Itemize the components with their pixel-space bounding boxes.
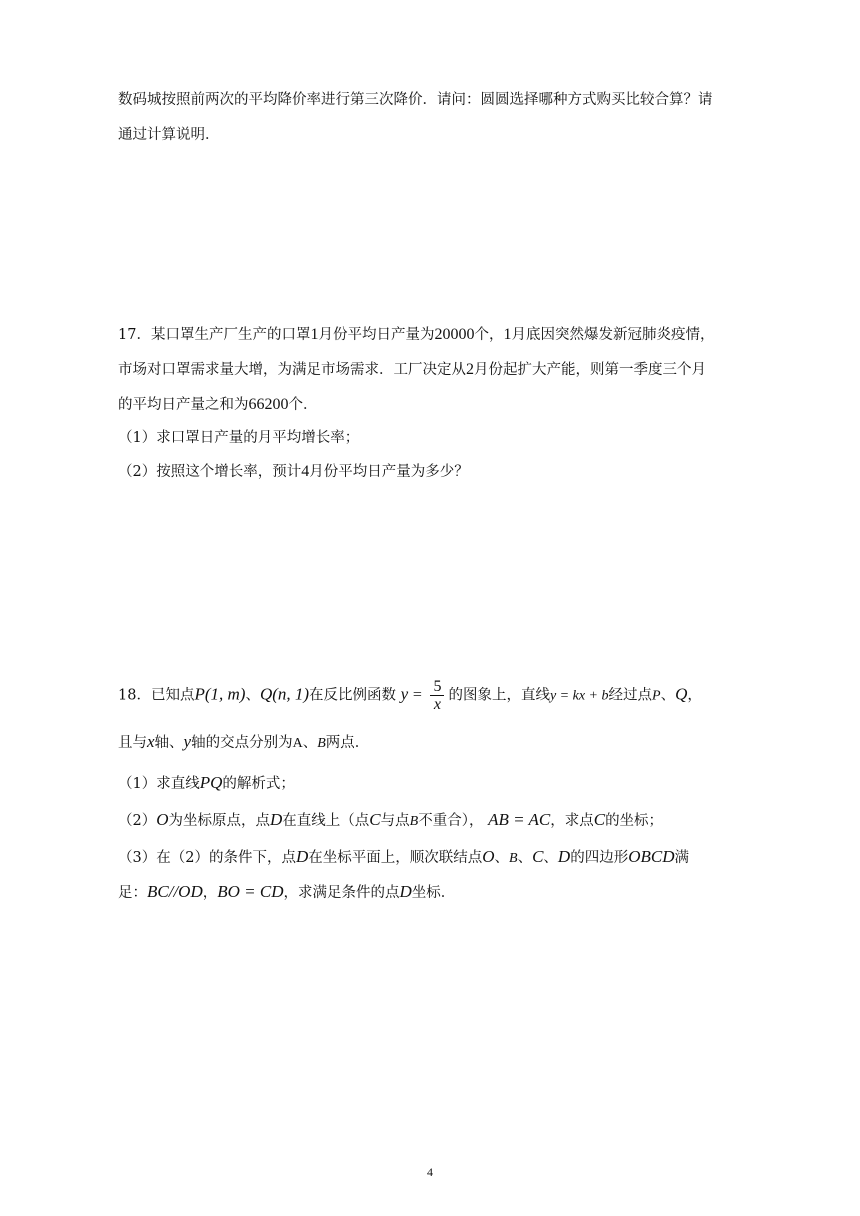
q18-part-2: [118, 810, 663, 832]
math: B: [409, 814, 419, 829]
text: ，求满足条件的点: [283, 885, 400, 901]
text: （2）: [118, 813, 157, 829]
math: AB = AC: [488, 810, 551, 829]
text: 坐标．: [411, 885, 456, 901]
math: y: [183, 732, 192, 751]
math: C: [369, 810, 381, 829]
math: BO = CD: [217, 882, 284, 901]
text: 且与: [118, 735, 147, 751]
fraction-numerator: 5: [430, 678, 444, 696]
q18-line-1: [118, 678, 702, 713]
text: 为坐标原点，点: [168, 813, 271, 829]
text: 经过点: [608, 687, 652, 704]
text: 月底因突然爆发新冠肺炎疫情，: [511, 327, 715, 343]
text: 满: [674, 850, 689, 866]
text: （2）按照这个增长率，预计: [118, 464, 302, 480]
math: D: [295, 847, 309, 866]
text: （1）求口罩日产量的月平均增长率；: [118, 430, 360, 446]
math: 1: [310, 326, 319, 343]
math: y: [400, 684, 409, 704]
math: P: [652, 688, 661, 704]
q18-part-1: [118, 773, 295, 794]
text: 的四边形: [570, 850, 629, 866]
math: B: [317, 736, 326, 751]
text: 个，: [474, 327, 504, 343]
text: ，求点: [550, 813, 594, 829]
text: （3）在（2）的条件下，点: [118, 850, 296, 866]
text: 、: [245, 687, 260, 704]
text: 月份平均日产量为: [318, 327, 435, 343]
text: 的图象上，直线: [448, 687, 550, 704]
text: 、: [494, 850, 510, 866]
text: 两点．: [325, 735, 370, 751]
text: 数码城按照前两次的平均降价率进行第三次降价．请问：圆圆选择哪种方式购买比较合算？请: [118, 92, 713, 108]
text: 的平均日产量之和为: [118, 397, 249, 413]
math: A: [292, 736, 303, 751]
q17-line-3: [118, 395, 318, 415]
line-1: [118, 90, 713, 110]
q18-part-4: [118, 882, 455, 903]
text: 在坐标平面上，顺次联结点: [308, 850, 483, 866]
math: O: [482, 847, 495, 866]
math: OBCD: [628, 847, 675, 866]
q17-part-2: [118, 462, 469, 482]
text: 足：: [118, 885, 147, 901]
text: 轴、: [154, 735, 184, 751]
text: 在直线上（点: [282, 813, 370, 829]
text: 在反比例函数: [309, 687, 397, 704]
text: 轴的交点分别为: [191, 735, 293, 751]
math: Q: [675, 684, 688, 704]
q17-part-1: [118, 428, 359, 448]
math: x: [147, 732, 155, 751]
q18-part-3: [118, 847, 689, 869]
text: 通过计算说明．: [118, 127, 220, 143]
math: 2: [466, 361, 474, 378]
text: 18．已知点: [118, 687, 195, 704]
q17-line-2: [118, 360, 706, 380]
math: D: [399, 882, 412, 901]
text: 的坐标；: [605, 813, 664, 829]
text: 与点: [380, 813, 410, 829]
math: B: [509, 851, 518, 866]
text: 17．某口罩生产厂生产的口罩: [118, 327, 311, 343]
text: （1）求直线: [118, 776, 200, 792]
text: 不重合），: [418, 813, 484, 829]
text: 、: [660, 687, 676, 704]
text: 市场对口罩需求量大增，为满足市场需求．工厂决定从: [118, 362, 466, 378]
math: y = kx + b: [549, 688, 609, 704]
text: ，: [687, 687, 702, 704]
math: PQ: [199, 773, 223, 792]
text: 月份平均日产量为多少？: [309, 464, 469, 480]
math: C: [593, 810, 606, 829]
math: 66200: [248, 396, 289, 413]
math: =: [412, 686, 422, 704]
fraction-denominator: x: [433, 696, 441, 713]
text: 、: [302, 735, 318, 751]
q18-line-2: [118, 732, 369, 754]
math: 20000: [434, 326, 475, 343]
line-2: [118, 125, 220, 145]
page-number: 4: [427, 1165, 433, 1179]
text: 个．: [288, 397, 318, 413]
text: ，: [202, 885, 218, 901]
fraction: [430, 678, 444, 713]
math: 1: [503, 326, 512, 343]
math: 4: [301, 463, 310, 480]
math: P(1, m): [194, 684, 246, 704]
q17-line-1: [118, 325, 714, 345]
math: O: [156, 810, 169, 829]
text: 月份起扩大产能，则第一季度三个月: [474, 362, 706, 378]
math: D: [270, 810, 283, 829]
math: C: [532, 847, 544, 866]
text: 的解析式；: [222, 776, 295, 792]
math: BC//OD: [147, 882, 203, 901]
text: 、: [517, 850, 533, 866]
text: 、: [543, 850, 558, 866]
math: Q(n, 1): [259, 684, 310, 704]
math: D: [557, 847, 571, 866]
